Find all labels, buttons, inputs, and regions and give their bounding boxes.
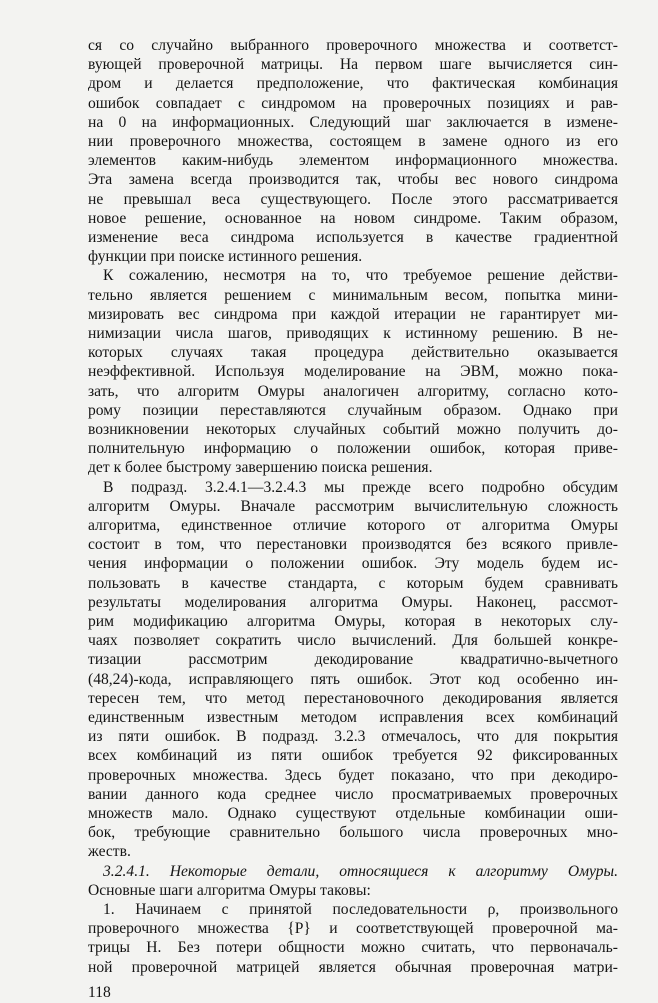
text-line: состоит в том, что перестановки производятся без всякого привле- xyxy=(88,536,618,554)
text-line: дром и делается предположение, что фактическая комбинация xyxy=(88,75,618,93)
text-line: результаты моделирования алгоритма Омуры. Наконец, рассмот- xyxy=(88,593,618,611)
text-line: мизировать вес синдрома при каждой итерации не гарантирует ми- xyxy=(88,305,618,323)
text-line: тересен тем, что метод перестановочного декодирования является xyxy=(88,689,618,707)
section-heading: 3.2.4.1. Некоторые детали, относящиеся к алгоритму Омуры. xyxy=(103,862,618,880)
text-line: тизации рассмотрим декодирование квадратично-вычетного xyxy=(88,651,618,669)
text-line: возникновении некоторых случайных событий можно получить до- xyxy=(88,421,618,438)
text-line: изменение веса синдрома используется в качестве градиентной xyxy=(88,229,618,246)
text-line: множеств мало. Однако существуют отдельные комбинации оши- xyxy=(88,805,618,822)
text-line: нии проверочного множества, состоящем в замене одного из его xyxy=(88,133,618,150)
text-line: зать, что алгоритм Омуры аналогичен алгоритму, согласно кото- xyxy=(88,382,618,400)
text-line: функции при поиске истинного решения. xyxy=(88,248,363,266)
text-line: на 0 на информационных. Следующий шаг заключается в измене- xyxy=(88,113,618,131)
text-line: тельно является решением с минимальным весом, попытка мини- xyxy=(88,286,618,304)
page-number: 118 xyxy=(88,983,111,1001)
text-line: нимизации числа шагов, приводящих к истинному решению. В не- xyxy=(88,325,618,342)
text-line: (48,24)-кода, исправляющего пять ошибок. Этот код особенно ин- xyxy=(88,670,618,688)
text-line: проверочных множества. Здесь будет показано, что при декодиро- xyxy=(88,766,618,784)
paragraph-first-line: В подразд. 3.2.4.1—3.2.4.3 мы прежде всего подробно обсудим xyxy=(103,478,618,496)
paragraph-first-line: К сожалению, несмотря на то, что требуемое решение действи- xyxy=(103,267,618,285)
text-line: алгоритм Омуры. Вначале рассмотрим вычислительную сложность xyxy=(88,497,618,515)
text-line: бок, требующие сравнительно большого числа проверочных мно- xyxy=(88,824,618,842)
list-item-first-line: 1. Начинаем с принятой последовательности ρ, произвольного xyxy=(103,901,618,918)
text-line: не превышал веса существующего. После этого рассматривается xyxy=(88,190,618,208)
text-line: чения информации о положении ошибок. Эту модель будем ис- xyxy=(88,555,618,573)
text-line: рим модификацию алгоритма Омуры, которая в некоторых слу- xyxy=(88,613,618,630)
text-line: рому позиции переставляются случайным образом. Однако при xyxy=(88,401,618,419)
text-line: из пяти ошибок. В подразд. 3.2.3 отмечалось, что для покрытия xyxy=(88,728,618,746)
text-line: ной проверочной матрицей является обычная проверочная матри- xyxy=(88,958,618,976)
text-line: полнительную информацию о положении ошибок, которая приве- xyxy=(88,440,618,458)
text-line: пользовать в качестве стандарта, с которым будем сравнивать xyxy=(88,574,618,592)
text-line: Основные шаги алгоритма Омуры таковы: xyxy=(88,881,371,899)
text-line: новое решение, основанное на новом синдроме. Таким образом, xyxy=(88,209,618,227)
text-line: дет к более быстрому завершению поиска решения. xyxy=(88,459,433,477)
text-line: вании данного кода среднее число просматриваемых проверочных xyxy=(88,785,618,803)
text-line: чаях позволяет сократить число вычислений. Для большей конкре- xyxy=(88,632,618,650)
text-line: жеств. xyxy=(88,843,131,861)
text-line: ошибок совпадает с синдромом на проверочных позициях и рав- xyxy=(88,94,618,112)
text-line: неэффективной. Используя моделирование на ЭВМ, можно пока- xyxy=(88,363,618,381)
text-line: алгоритма, единственное отличие которого от алгоритма Омуры xyxy=(88,517,618,534)
text-line: элементов каким-нибудь элементом информационного множества. xyxy=(88,152,618,170)
text-line: вующей проверочной матрицы. На первом шаге вычисляется син- xyxy=(88,56,618,74)
text-line: единственным известным методом исправления всех комбинаций xyxy=(88,709,618,726)
text-line: проверочного множества {P} и соответствующей проверочной ма- xyxy=(88,920,618,938)
text-line: ся со случайно выбранного проверочного множества и соответст- xyxy=(88,37,618,54)
text-line: трицы H. Без потери общности можно считать, что первоначаль- xyxy=(88,939,618,957)
text-line: всех комбинаций из пяти ошибок требуется 92 фиксированных xyxy=(88,747,618,765)
text-line: Эта замена всегда производится так, чтобы вес нового синдрома xyxy=(88,171,618,189)
text-line: которых случаях такая процедура действительно оказывается xyxy=(88,344,618,362)
